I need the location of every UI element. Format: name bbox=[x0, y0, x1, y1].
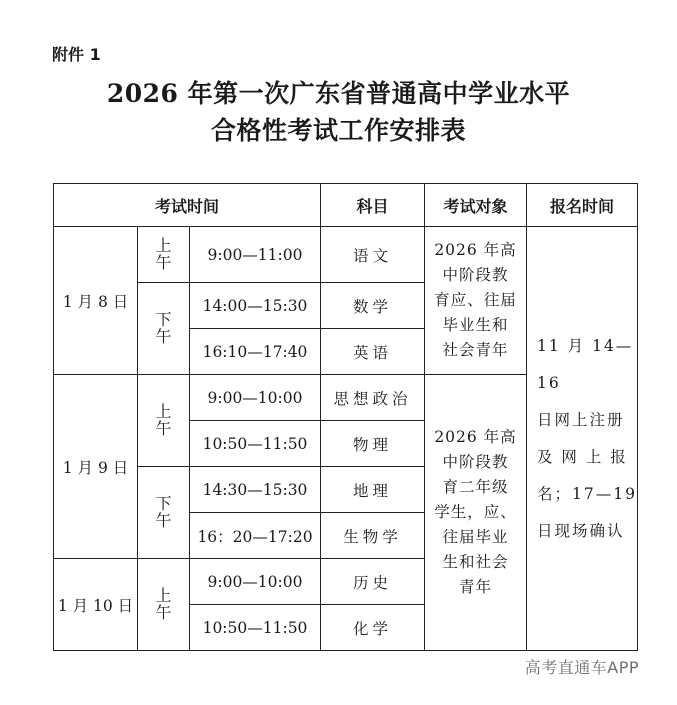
time-cell: 9:00—11:00 bbox=[190, 227, 321, 283]
subject-cell: 数学 bbox=[321, 283, 425, 329]
registration-cell: 11 月 14—16 日网上注册 及 网 上 报 名；17—19 日现场确认 bbox=[527, 227, 638, 651]
target-cell: 2026 年高 中阶段教 育应、往届 毕业生和 社会青年 bbox=[425, 227, 527, 375]
header-exam-time: 考试时间 bbox=[54, 184, 321, 227]
time-cell: 14:30—15:30 bbox=[190, 467, 321, 513]
period-cell-pm: 下 午 bbox=[138, 283, 190, 375]
date-cell: 1 月 10 日 bbox=[54, 559, 138, 651]
subject-cell: 地理 bbox=[321, 467, 425, 513]
subject-cell: 语文 bbox=[321, 227, 425, 283]
time-cell: 16:10—17:40 bbox=[190, 329, 321, 375]
attachment-label: 附件 1 bbox=[52, 45, 101, 64]
page-title-line-1: 2026 年第一次广东省普通高中学业水平 bbox=[106, 79, 571, 108]
period-cell-am: 上 午 bbox=[138, 227, 190, 283]
time-cell: 14:00—15:30 bbox=[190, 283, 321, 329]
time-cell: 9:00—10:00 bbox=[190, 375, 321, 421]
time-cell: 16：20—17:20 bbox=[190, 513, 321, 559]
time-cell: 9:00—10:00 bbox=[190, 559, 321, 605]
time-cell: 10:50—11:50 bbox=[190, 421, 321, 467]
subject-cell: 物理 bbox=[321, 421, 425, 467]
header-registration: 报名时间 bbox=[527, 184, 638, 227]
header-row bbox=[54, 184, 638, 227]
period-cell-am: 上 午 bbox=[138, 559, 190, 651]
header-subject: 科目 bbox=[321, 184, 425, 227]
period-cell-pm: 下 午 bbox=[138, 467, 190, 559]
header-target: 考试对象 bbox=[425, 184, 527, 227]
page-title-line-2: 合格性考试工作安排表 bbox=[210, 116, 466, 145]
date-cell: 1 月 9 日 bbox=[54, 375, 138, 559]
table-row bbox=[54, 227, 638, 283]
date-cell: 1 月 8 日 bbox=[54, 227, 138, 375]
schedule-table bbox=[53, 183, 638, 651]
watermark: 高考直通车APP bbox=[524, 658, 639, 677]
target-cell: 2026 年高 中阶段教 育二年级 学生，应、 往届毕业 生和社会 青年 bbox=[425, 375, 527, 651]
subject-cell: 生物学 bbox=[321, 513, 425, 559]
subject-cell: 历史 bbox=[321, 559, 425, 605]
time-cell: 10:50—11:50 bbox=[190, 605, 321, 651]
subject-cell: 化学 bbox=[321, 605, 425, 651]
subject-cell: 英语 bbox=[321, 329, 425, 375]
subject-cell: 思想政治 bbox=[321, 375, 425, 421]
period-cell-am: 上 午 bbox=[138, 375, 190, 467]
